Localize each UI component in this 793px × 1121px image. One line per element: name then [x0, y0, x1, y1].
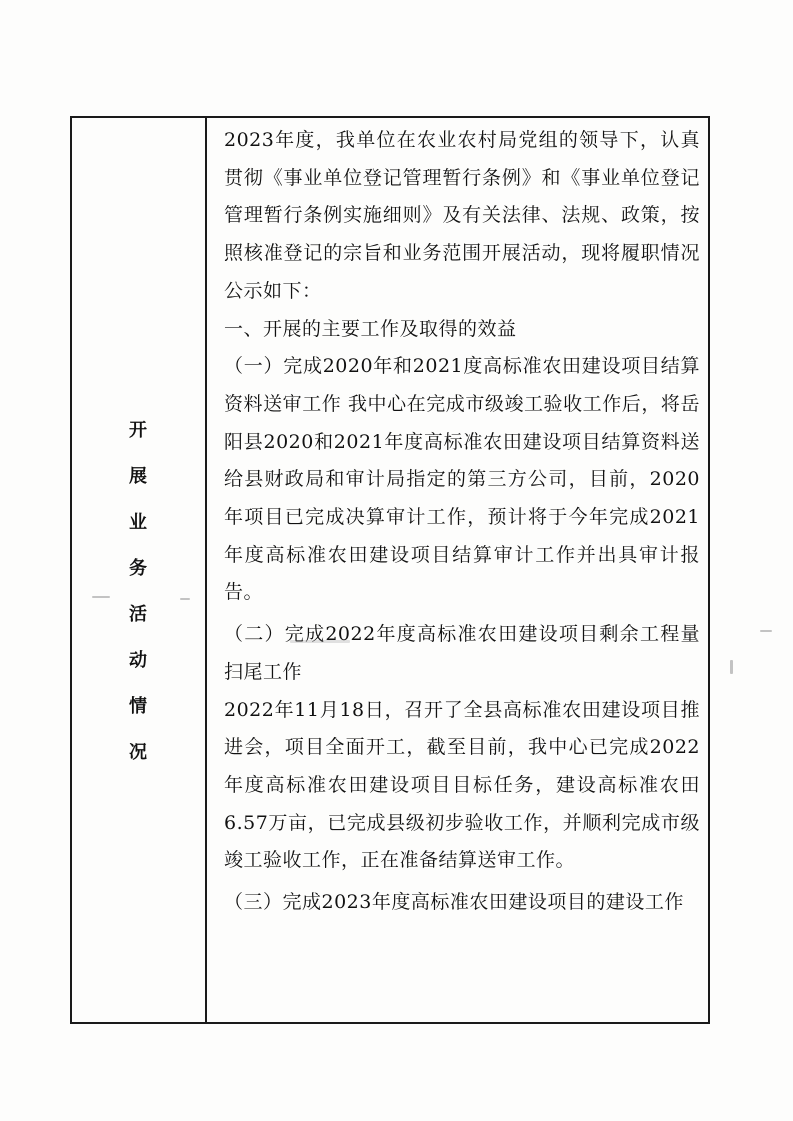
column-divider — [205, 116, 207, 1024]
scan-speck — [730, 660, 733, 674]
label-char: 情 — [129, 696, 147, 717]
label-char: 动 — [129, 650, 147, 671]
scan-speck — [290, 640, 350, 643]
section-title: 一、开展的主要工作及取得的效益 — [224, 317, 517, 340]
item3-title: （三）完成2023年度高标准农田建设项目的建设工作 — [224, 891, 684, 914]
intro-paragraph: 2023年度，我单位在农业农村局党组的领导下，认真贯彻《事业单位登记管理暂行条例》和《事业单位登记管理暂行条例实施细则》及有关法律、法规、政策，按照核准登记的宗旨和业务范围开展活动，现将履职情况公示如下： — [224, 129, 700, 302]
label-char: 况 — [129, 742, 147, 763]
item1-body: 我中心在完成市级竣工验收工作后，将岳阳县2020和2021年度高标准农田建设项目结算资料送给县财政局和审计局指定的第三方公司，目前，2020年项目已完成决算审计工作，预计将于今年完成2021年度高标准农田建设项目结算审计工作并出具审计报告。 — [224, 392, 700, 604]
scan-speck — [92, 596, 110, 598]
row-label-activities — [118, 408, 158, 776]
label-char: 开 — [129, 420, 147, 441]
activity-content — [224, 122, 700, 922]
label-char: 务 — [129, 558, 147, 579]
item1-title: （一）完成2020年和2021度高标准农田建设项目结算资料送审工作 — [224, 355, 700, 415]
item2-title: （二）完成2022年度高标准农田建设项目剩余工程量扫尾工作 — [224, 623, 700, 683]
label-char: 展 — [129, 466, 147, 487]
label-char: 活 — [129, 604, 147, 625]
scan-speck — [760, 630, 772, 632]
label-char: 业 — [129, 512, 147, 533]
item1-paragraph — [224, 348, 700, 612]
scan-speck — [180, 598, 190, 600]
item2-body: 2022年11月18日，召开了全县高标准农田建设项目推进会，项目全面开工，截至目前，我中心已完成2022年度高标准农田建设项目目标任务，建设高标准农田6.57万亩，已完成县级初步验收工作，并顺利完成市级竣工验收工作，正在准备结算送审工作。 — [224, 698, 700, 872]
